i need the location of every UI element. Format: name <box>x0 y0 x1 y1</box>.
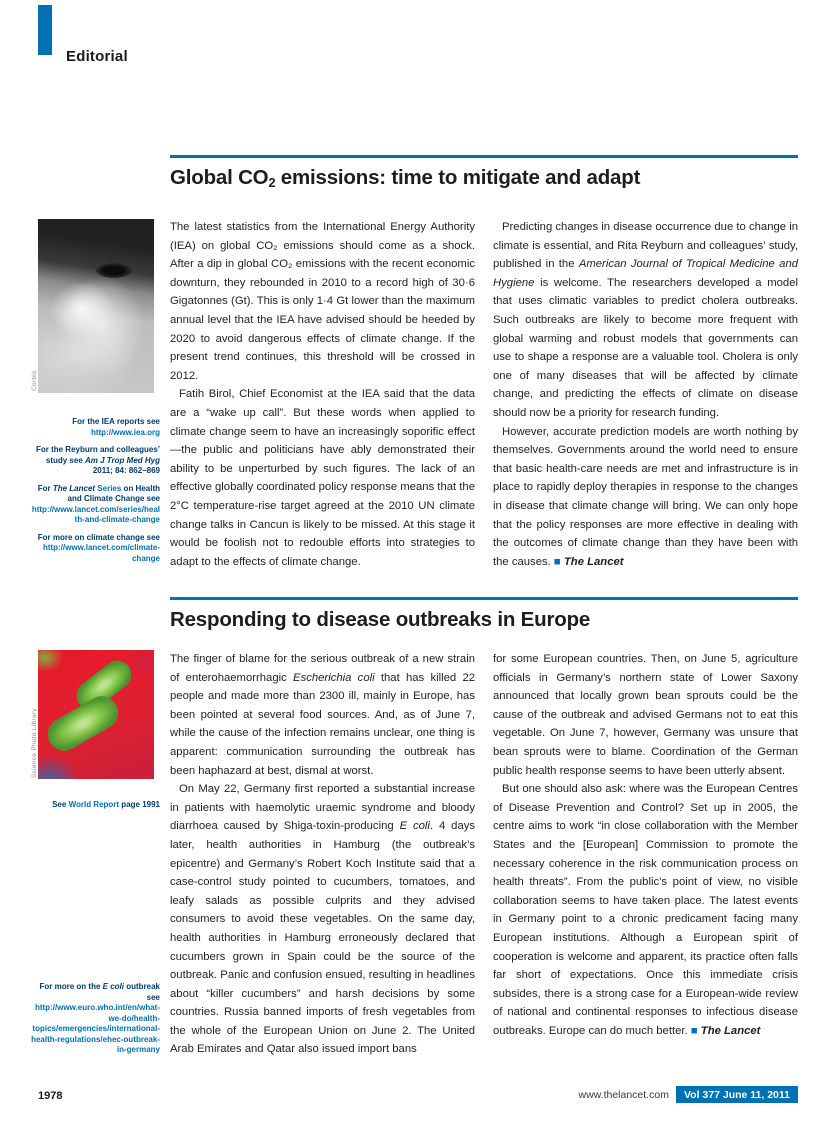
text-segment: is welcome. The researchers developed a model that uses climatic variables to predict cholera outbreaks. Such outbreaks are likely to become more frequent with global warming and robust models that governments can use to shape a response are a valuable tool. Cholera is only one of many diseases that will be affected by climate change, and predicting the effects of climate on disease should now be a priority for research funding. <box>493 276 798 419</box>
exhaust-smoke-photo <box>38 219 154 393</box>
text-segment: The Lancet <box>563 555 624 568</box>
text-segment: However, accurate prediction models are worth nothing by themselves. Governments around the world need to ensure that basic health-care needs are met and infrastructure is in place to rapidly deploy therapies in response to the changes in disease that climate change will bring. We can only hope that the policy responses are more effective in dealing with the outcomes of climate change than they have been with the causes. <box>493 425 798 568</box>
margin-notes-article1 <box>30 417 160 571</box>
volume-date-badge: Vol 377 June 11, 2011 <box>676 1086 798 1103</box>
text-segment: Responding to disease outbreaks in Europe <box>170 608 591 631</box>
text-segment: But one should also ask: where was the European Centres of Disease Prevention and Control? Set up in 2005, the centre aims to work “in close collaboration with the Member States and the [European] Commission to promote the necessary coherence in the risk communication process on health threats”. From the public’s point of view, no visible collaboration seems to have taken place. The latest events in Germany point to a chronic predicament facing many European institutions. Although a European spirit of cooperation is welcome and apparent, its practice often falls far short of expectations. Once this immediate crisis subsides, there is a strong case for a European-wide review of national and continental responses to infectious disease outbreaks. Europe can do much better. <box>493 783 798 1037</box>
inline-link[interactable]: World Report <box>68 800 120 809</box>
text-segment: page 1991 <box>119 800 160 809</box>
body-paragraph <box>170 218 475 385</box>
text-segment: emissions: time to mitigate and adapt <box>275 166 641 189</box>
text-segment: American Journal of Tropical Medicine and Hygiene <box>493 258 799 289</box>
text-segment: See <box>52 800 69 809</box>
text-segment: ■ <box>690 1024 701 1037</box>
text-segment: E coli <box>102 982 124 991</box>
journal-url: www.thelancet.com <box>578 1088 669 1101</box>
margin-note-world-report <box>30 800 160 811</box>
text-segment: . 4 days later, health authorities in Hamburg (the outbreak’s epicentre) and Germany’s Robert Koch Institute said that a case-control study pointed to cucumbers, tomatoes, and leafy salads as possible culprits and they advised consumers to avoid these vegetables. On the same day, health authorities in Hamburg erroneously declared that cucumbers grown in Spain could be the source of the outbreak. Panic and confusion ensued, resulting in headlines about “killer cucumbers” and harsh decisions by some countries. Russia banned imports of fresh vegetables from the whole of the European Union on June 2. The United Arab Emirates and Qatar also issued import bans <box>170 820 476 1056</box>
body-paragraph <box>170 780 475 1059</box>
lancet-brand-tab <box>38 5 52 55</box>
article2-title <box>170 608 798 632</box>
article1-title <box>170 166 798 190</box>
inline-link[interactable]: Series <box>97 483 122 493</box>
article2-column-2 <box>493 650 798 1040</box>
text-segment: Escherichia coli <box>293 671 375 684</box>
section-label: Editorial <box>66 48 128 65</box>
text-segment: Global CO <box>170 166 269 189</box>
photo-credit: Corbis <box>31 370 38 391</box>
text-segment: 2011; 84: 862–869 <box>92 466 160 475</box>
article1-column-2 <box>493 218 798 571</box>
text-segment: for some European countries. Then, on June 5, agriculture officials in Germany’s northern state of Lower Saxony announced that locally grown bean sprouts could be the cause of the outbreak and advised Germans not to eat this vegetable. On June 7, however, Germany was unsure that bean sprouts were to blame. Coordination of the German public health response seems to have been utterly absent. <box>493 653 798 777</box>
text-segment: The finger of blame for the serious outbreak of a new strain of enterohaemorrhagic <box>170 653 475 684</box>
text-segment: For <box>37 483 53 493</box>
article-divider-rule <box>170 155 798 158</box>
photo-credit: Science Photo Library <box>31 708 38 778</box>
inline-link[interactable]: http://www.lancet.com/climate-change <box>42 543 160 563</box>
body-paragraph <box>493 423 798 572</box>
text-segment: For the IEA reports see <box>72 417 160 426</box>
text-segment: ■ <box>553 555 564 568</box>
margin-note-climate-change <box>30 533 160 565</box>
page-number: 1978 <box>38 1090 63 1102</box>
text-segment: that has killed 22 people and made more than 2300 ill, mainly in Europe, has been pointed at several food sources. And, as of June 7, while the cause of the infection remains unclear, one thing is apparent: communication surrounding the outbreak has been haphazard at best, dismal at worst. <box>170 671 476 777</box>
margin-note-reyburn-study <box>30 445 160 477</box>
text-segment: For the Reyburn and colleagues’ study see <box>35 445 160 465</box>
text-segment: For more on the <box>39 982 103 991</box>
text-segment: outbreak see <box>123 982 160 1002</box>
ecoli-micrograph-photo <box>38 650 154 779</box>
margin-note-ecoli-outbreak <box>30 982 160 1056</box>
text-segment: The Lancet <box>700 1024 761 1037</box>
inline-link[interactable]: http://www.euro.who.int/en/what-we-do/health-topics/emergencies/international-health-regulations/ehec-outbreak-in-germany <box>31 1003 160 1054</box>
text-segment: For more on climate change see <box>37 532 160 542</box>
photo-detail <box>96 263 132 278</box>
text-segment: E coli <box>399 820 430 833</box>
body-paragraph <box>493 650 798 780</box>
body-paragraph <box>170 385 475 571</box>
article-divider-rule <box>170 597 798 600</box>
text-segment: The latest statistics from the International Energy Authority (IEA) on global CO₂ emissions should come as a shock. After a dip in global CO₂ emissions with the recent economic downturn, they rebounded in 2010 to a record high of 30·6 Gigatonnes (Gt). This is only 1·4 Gt lower than the maximum annual level that the IEA have advised should be heeded by 2020 to avoid dangerous effects of climate change. If the present trend continues, this threshold will be crossed in 2012. <box>170 221 475 382</box>
body-paragraph <box>493 218 798 423</box>
text-segment: On May 22, Germany first reported a substantial increase in patients with haemolytic uraemic syndrome and bloody diarrhoea caused by Shiga-toxin-producing <box>170 783 475 833</box>
footer-journal-info <box>578 1086 798 1103</box>
text-segment: on Health and Climate Change see <box>67 483 160 503</box>
text-segment: Fatih Birol, Chief Economist at the IEA said that the data are a “wake up call”. But these words when applied to climate change seem to have an increasingly soporific effect—the public and politicians have ably demonstrated their ability to be unperturbed by such figures. The lack of an effective globally coordinated policy response means that the 2°C temperature-rise target agreed at the 2010 UN climate change talks in Cancun is likely to be missed. At this stage it would be foolish not to redouble efforts into strategies to adapt to the effects of climate change. <box>170 388 475 568</box>
article2-column-1 <box>170 650 475 1059</box>
body-paragraph <box>493 780 798 1040</box>
margin-note-iea-reports <box>30 417 160 438</box>
text-segment: 2 <box>268 174 276 190</box>
inline-link[interactable]: http://www.iea.org <box>90 427 160 437</box>
inline-link[interactable]: http://www.lancet.com/series/health-and-climate-change <box>31 504 160 524</box>
article1-column-1 <box>170 218 475 571</box>
margin-note-lancet-series <box>30 484 160 526</box>
text-segment: Predicting changes in disease occurrence due to change in climate is essential, and Rita Reyburn and colleagues’ study, published in the <box>493 221 798 271</box>
text-segment: The Lancet <box>52 483 96 493</box>
body-paragraph <box>170 650 475 780</box>
text-segment: Am J Trop Med Hyg <box>85 455 160 465</box>
